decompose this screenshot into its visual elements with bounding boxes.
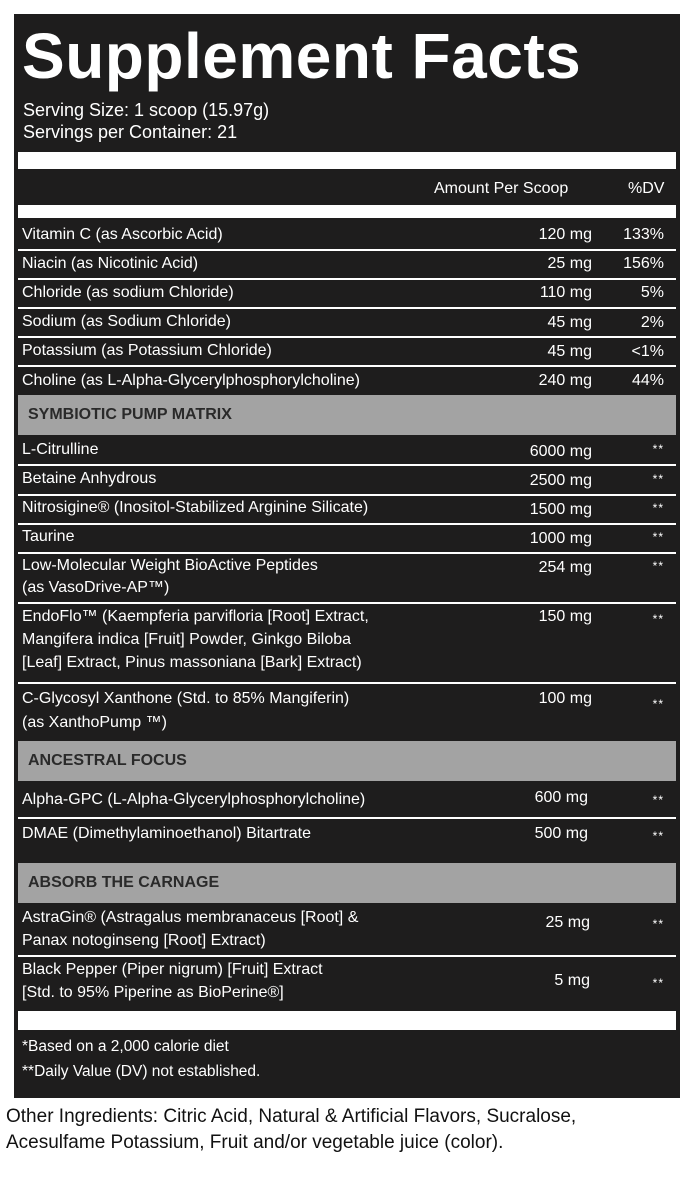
other-ingredients: Other Ingredients: Citric Acid, Natural & Artificial Flavors, Sucralose, Acesulfame Potassium, Fruit and/or vegetable juice (color). (6, 1106, 577, 1153)
nutrient-row (18, 250, 676, 278)
nutrient-dv: 133% (623, 226, 664, 243)
ingredient-name-cont: Mangifera indica [Fruit] Powder, Ginkgo Biloba (22, 631, 352, 648)
ingredient-amount: 25 mg (545, 914, 590, 931)
thick-divider (18, 1011, 676, 1030)
ingredient-name-cont: (as VasoDrive-AP™) (22, 579, 170, 596)
ingredient-dv: ** (652, 793, 664, 807)
thick-divider (18, 205, 676, 218)
ingredient-amount: 100 mg (538, 690, 592, 707)
nutrient-dv: 44% (631, 372, 664, 389)
ingredient-name: AstraGin® (Astragalus membranaceus [Root] & (22, 909, 359, 926)
nutrient-name: Chloride (as sodium Chloride) (22, 284, 234, 301)
nutrient-name: Sodium (as Sodium Chloride) (22, 313, 231, 330)
ingredient-name-cont: [Leaf] Extract, Pinus massoniana [Bark] Extract) (22, 654, 362, 671)
ingredient-amount: 5 mg (554, 972, 590, 989)
page-title: Supplement Facts (22, 20, 582, 92)
ingredient-dv: ** (652, 612, 664, 626)
section-header-carnage (18, 863, 676, 903)
nutrient-name: Niacin (as Nicotinic Acid) (22, 255, 199, 272)
row-divider (18, 817, 676, 819)
ingredient-dv: ** (652, 530, 664, 544)
nutrient-row (18, 337, 676, 365)
ingredient-name-cont: [Std. to 95% Piperine as BioPerine®] (22, 984, 284, 1001)
ingredient-amount: 150 mg (538, 608, 592, 625)
nutrient-amount: 45 mg (547, 314, 592, 331)
serving-size: Serving Size: 1 scoop (15.97g) (23, 100, 270, 120)
ingredient-amount: 254 mg (538, 559, 592, 576)
ingredient-dv: ** (652, 697, 664, 711)
ingredient-amount: 2500 mg (529, 472, 592, 489)
ingredient-name: Nitrosigine® (Inositol-Stabilized Arginine Silicate) (22, 499, 369, 516)
nutrient-name: Vitamin C (as Ascorbic Acid) (22, 226, 223, 243)
ingredient-dv: ** (652, 829, 664, 843)
ingredient-row (18, 785, 676, 817)
footnote-calorie: *Based on a 2,000 calorie diet (22, 1038, 229, 1055)
nutrient-amount: 45 mg (547, 343, 592, 360)
nutrient-row (18, 366, 676, 394)
servings-per-container: Servings per Container: 21 (23, 122, 238, 142)
nutrient-dv: 5% (640, 284, 664, 301)
nutrient-amount: 110 mg (539, 284, 592, 301)
ingredient-amount: 6000 mg (529, 443, 592, 460)
section-header-focus (18, 741, 676, 781)
ingredient-name: Low-Molecular Weight BioActive Peptides (22, 557, 318, 574)
section-title: SYMBIOTIC PUMP MATRIX (28, 406, 232, 423)
row-divider (18, 682, 676, 684)
ingredient-row (18, 495, 676, 523)
ingredient-row (18, 906, 676, 954)
ingredient-row (18, 553, 676, 601)
ingredient-name-cont: Panax notoginseng [Root] Extract) (22, 932, 266, 949)
ingredient-amount: 600 mg (534, 789, 588, 806)
ingredient-row (18, 686, 676, 740)
ingredient-name: EndoFlo™ (Kaempferia parvifloria [Root] Extract, (22, 608, 369, 625)
ingredient-dv: ** (652, 917, 664, 931)
nutrient-dv: 2% (640, 314, 664, 331)
ingredient-dv: ** (652, 559, 664, 573)
ingredient-amount: 1500 mg (529, 501, 592, 518)
thick-divider (18, 152, 676, 169)
ingredient-dv: ** (652, 976, 664, 990)
ingredient-row (18, 604, 676, 678)
nutrient-amount: 120 mg (538, 226, 592, 243)
nutrient-amount: 240 mg (538, 372, 592, 389)
ingredient-row (18, 466, 676, 494)
nutrient-row (18, 308, 676, 336)
ingredient-row (18, 437, 676, 463)
nutrient-dv: <1% (631, 343, 664, 360)
footnote-dv: **Daily Value (DV) not established. (22, 1063, 261, 1080)
ingredient-name: C-Glycosyl Xanthone (Std. to 85% Mangiferin) (22, 690, 350, 707)
nutrient-row (18, 279, 676, 307)
nutrient-name: Potassium (as Potassium Chloride) (22, 342, 272, 359)
ingredient-amount: 1000 mg (529, 530, 592, 547)
ingredient-name: DMAE (Dimethylaminoethanol) Bitartrate (22, 825, 311, 842)
amount-column-header: Amount Per Scoop (434, 180, 569, 197)
ingredient-name: Betaine Anhydrous (22, 470, 157, 487)
ingredient-amount: 500 mg (534, 825, 588, 842)
ingredient-row (18, 958, 676, 1008)
ingredient-dv: ** (652, 442, 664, 456)
nutrient-amount: 25 mg (547, 255, 592, 272)
ingredient-name: L-Citrulline (22, 441, 99, 458)
nutrient-row (18, 220, 676, 248)
dv-column-header: %DV (628, 180, 665, 197)
row-divider (18, 955, 676, 957)
supplement-facts-panel (14, 14, 680, 1098)
ingredient-name: Taurine (22, 528, 75, 545)
ingredient-name-cont: (as XanthoPump ™) (22, 714, 167, 731)
nutrient-name: Choline (as L-Alpha-Glycerylphosphorylcholine) (22, 372, 360, 389)
section-title: ANCESTRAL FOCUS (28, 752, 187, 769)
ingredient-name: Alpha-GPC (L-Alpha-Glycerylphosphorylcholine) (22, 791, 366, 808)
ingredient-dv: ** (652, 501, 664, 515)
section-title: ABSORB THE CARNAGE (28, 874, 220, 891)
ingredient-row (18, 820, 676, 860)
ingredient-name: Black Pepper (Piper nigrum) [Fruit] Extract (22, 961, 323, 978)
ingredient-row (18, 524, 676, 552)
ingredient-dv: ** (652, 472, 664, 486)
nutrient-dv: 156% (623, 255, 664, 272)
section-header-pump (18, 395, 676, 435)
